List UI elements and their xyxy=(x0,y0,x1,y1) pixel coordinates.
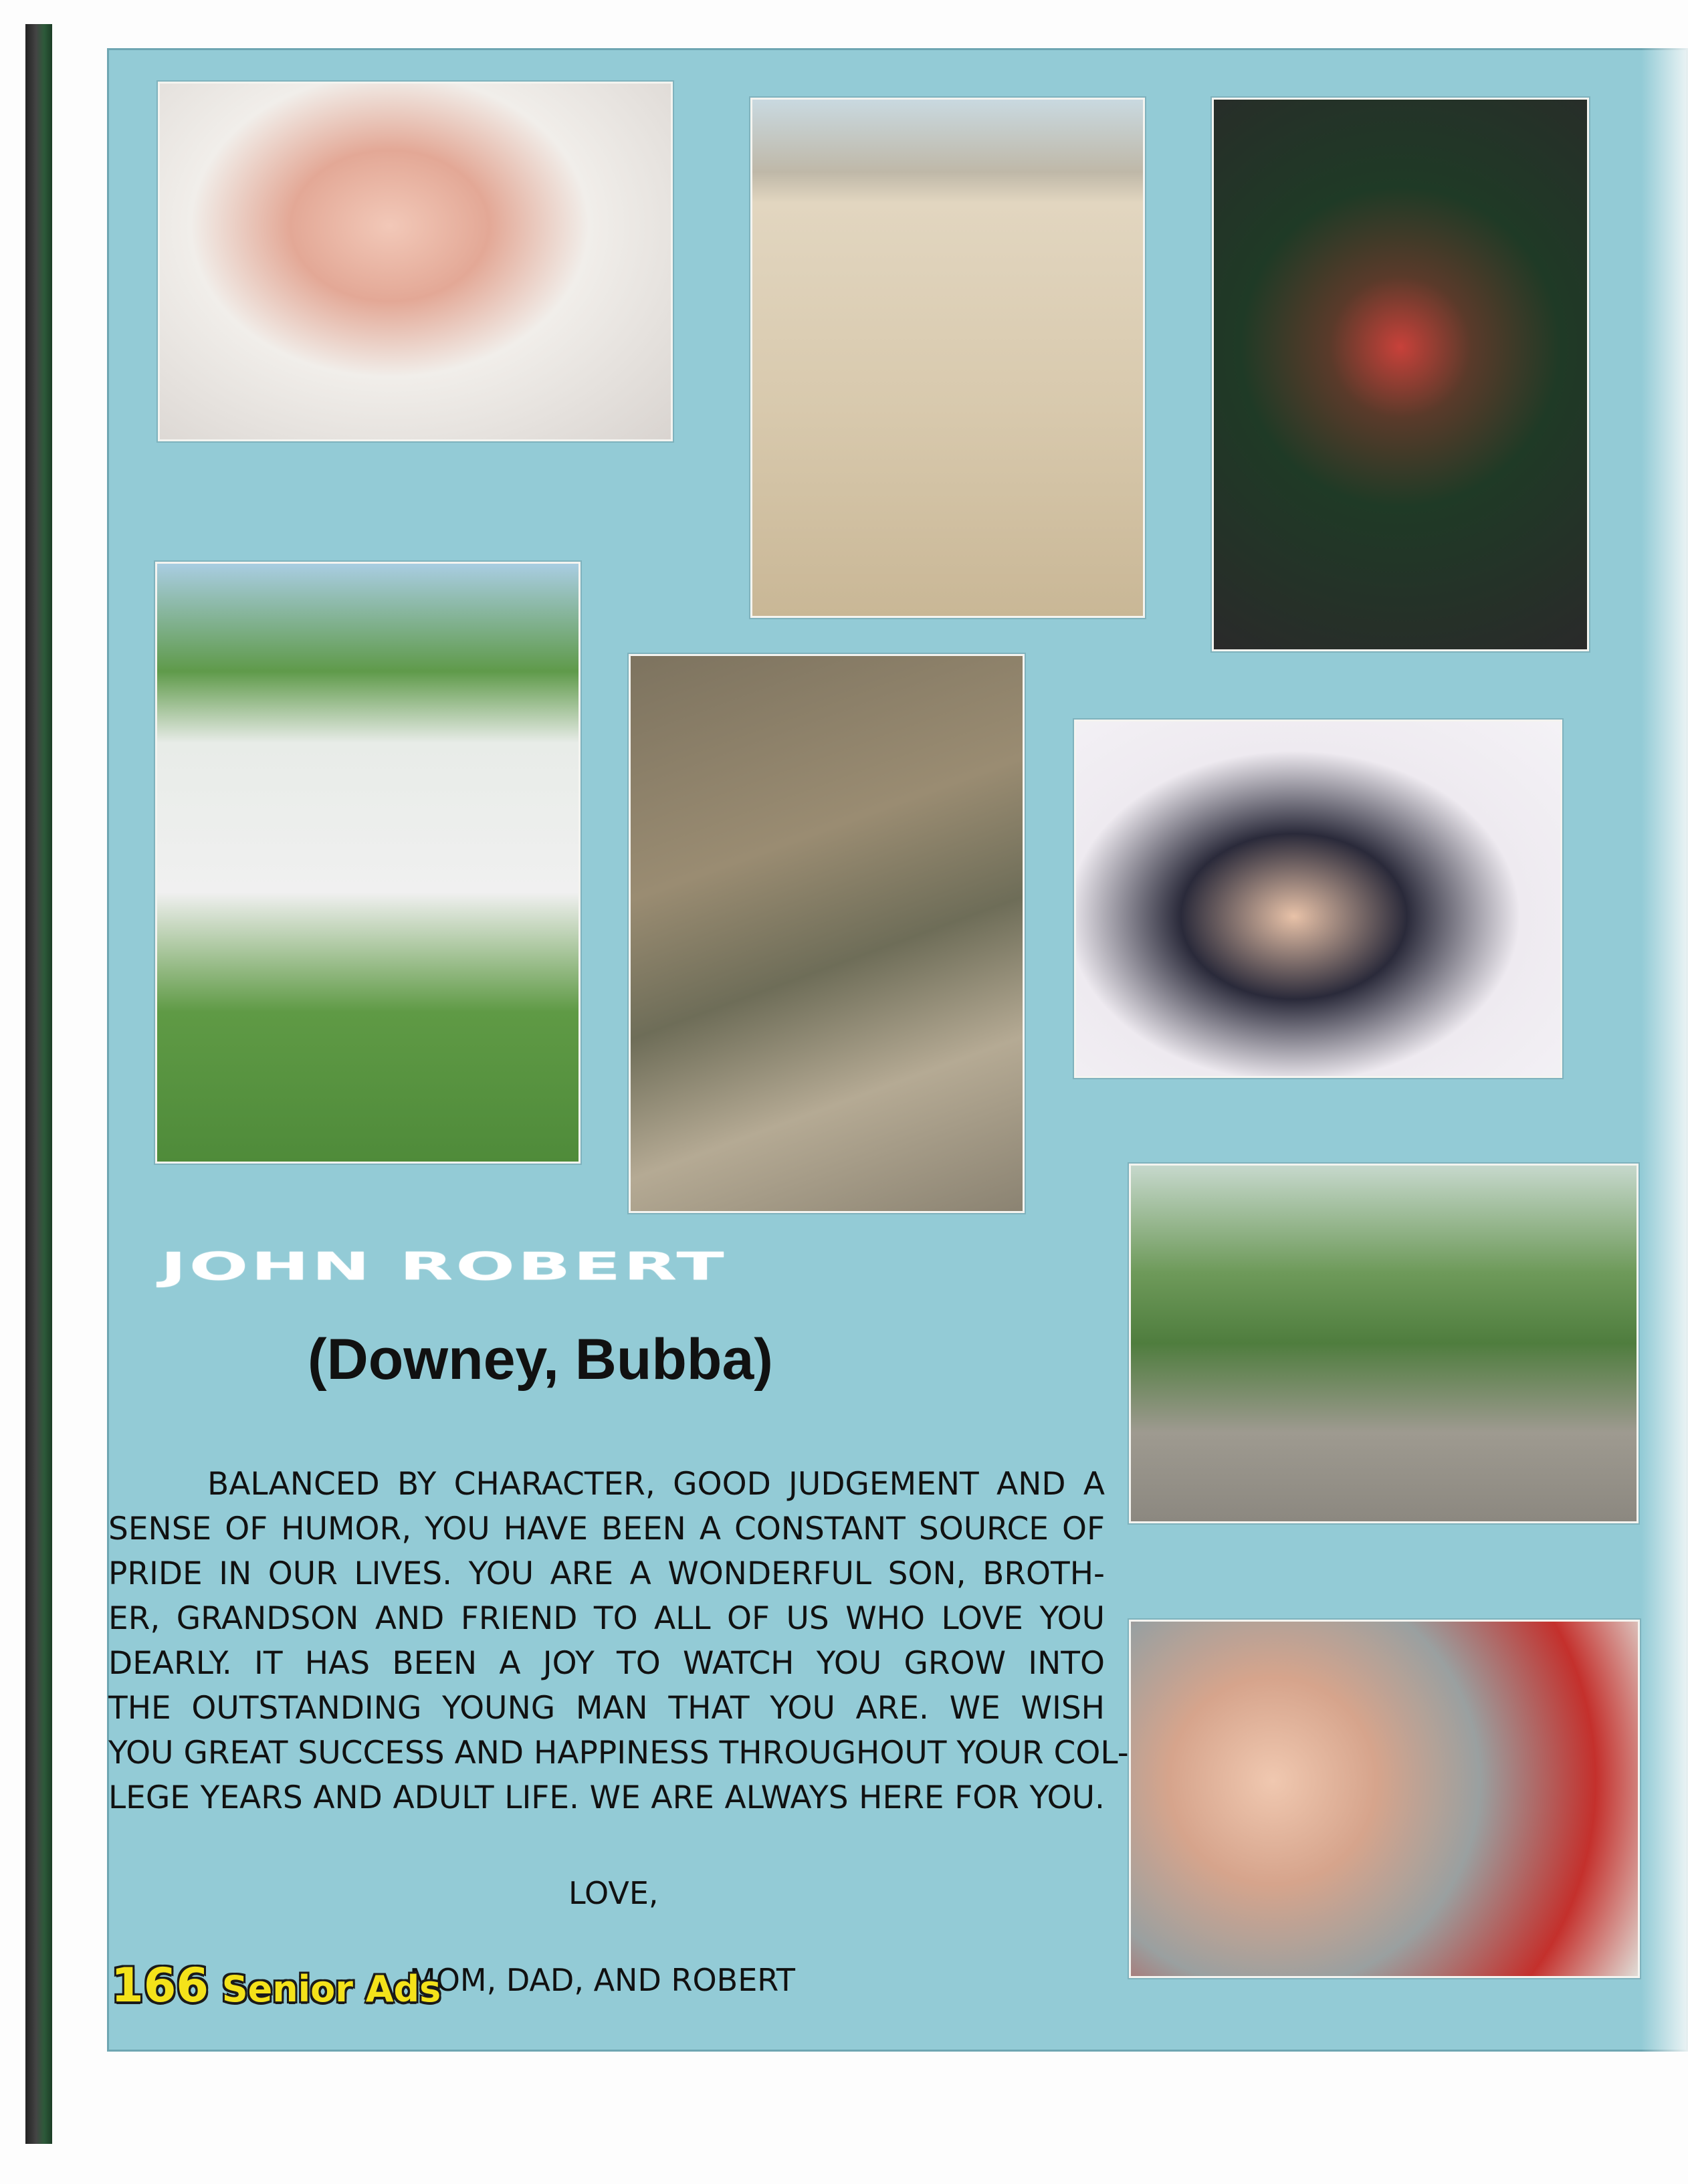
body-line: DEARLY. IT HAS BEEN A JOY TO WATCH YOU GROW INTO xyxy=(108,1645,1105,1682)
page-footer xyxy=(111,1958,441,2013)
photo-glasses-baby xyxy=(1129,1620,1640,1978)
page-number: 166 xyxy=(111,1958,209,2013)
dedication-text xyxy=(108,1462,1129,1820)
body-line: YOU GREAT SUCCESS AND HAPPINESS THROUGHOUT YOUR COL- xyxy=(108,1735,1129,1771)
photo-bowtie-boy xyxy=(1074,720,1562,1078)
body-line: PRIDE IN OUR LIVES. YOU ARE A WONDERFUL SON, BROTH- xyxy=(108,1555,1105,1592)
photo-christmas-tree xyxy=(1212,98,1589,651)
closing-text: LOVE, xyxy=(568,1875,659,1911)
body-line: THE OUTSTANDING YOUNG MAN THAT YOU ARE. WE WISH xyxy=(108,1690,1105,1727)
page-edge-fade xyxy=(1641,48,1688,2052)
body-line: BALANCED BY CHARACTER, GOOD JUDGEMENT AND A xyxy=(207,1466,1105,1503)
page-title: JOHN ROBERT xyxy=(161,1244,727,1289)
photo-beach-toddler xyxy=(750,98,1145,618)
photo-rock-climb xyxy=(629,654,1025,1213)
photo-football-player xyxy=(155,562,581,1164)
body-line: SENSE OF HUMOR, YOU HAVE BEEN A CONSTANT SOURCE OF xyxy=(108,1511,1105,1547)
body-line: ER, GRANDSON AND FRIEND TO ALL OF US WHO LOVE YOU xyxy=(108,1600,1105,1637)
page-subtitle: (Downey, Bubba) xyxy=(308,1327,773,1392)
book-spine xyxy=(25,24,52,2144)
body-line: LEGE YEARS AND ADULT LIFE. WE ARE ALWAYS HERE FOR YOU. xyxy=(108,1779,1105,1816)
signature-text: MOM, DAD, AND ROBERT xyxy=(409,1962,795,1998)
photo-family-go-kart xyxy=(1129,1164,1639,1523)
photo-newborn xyxy=(158,82,673,441)
section-name: Senior Ads xyxy=(221,1968,441,2010)
